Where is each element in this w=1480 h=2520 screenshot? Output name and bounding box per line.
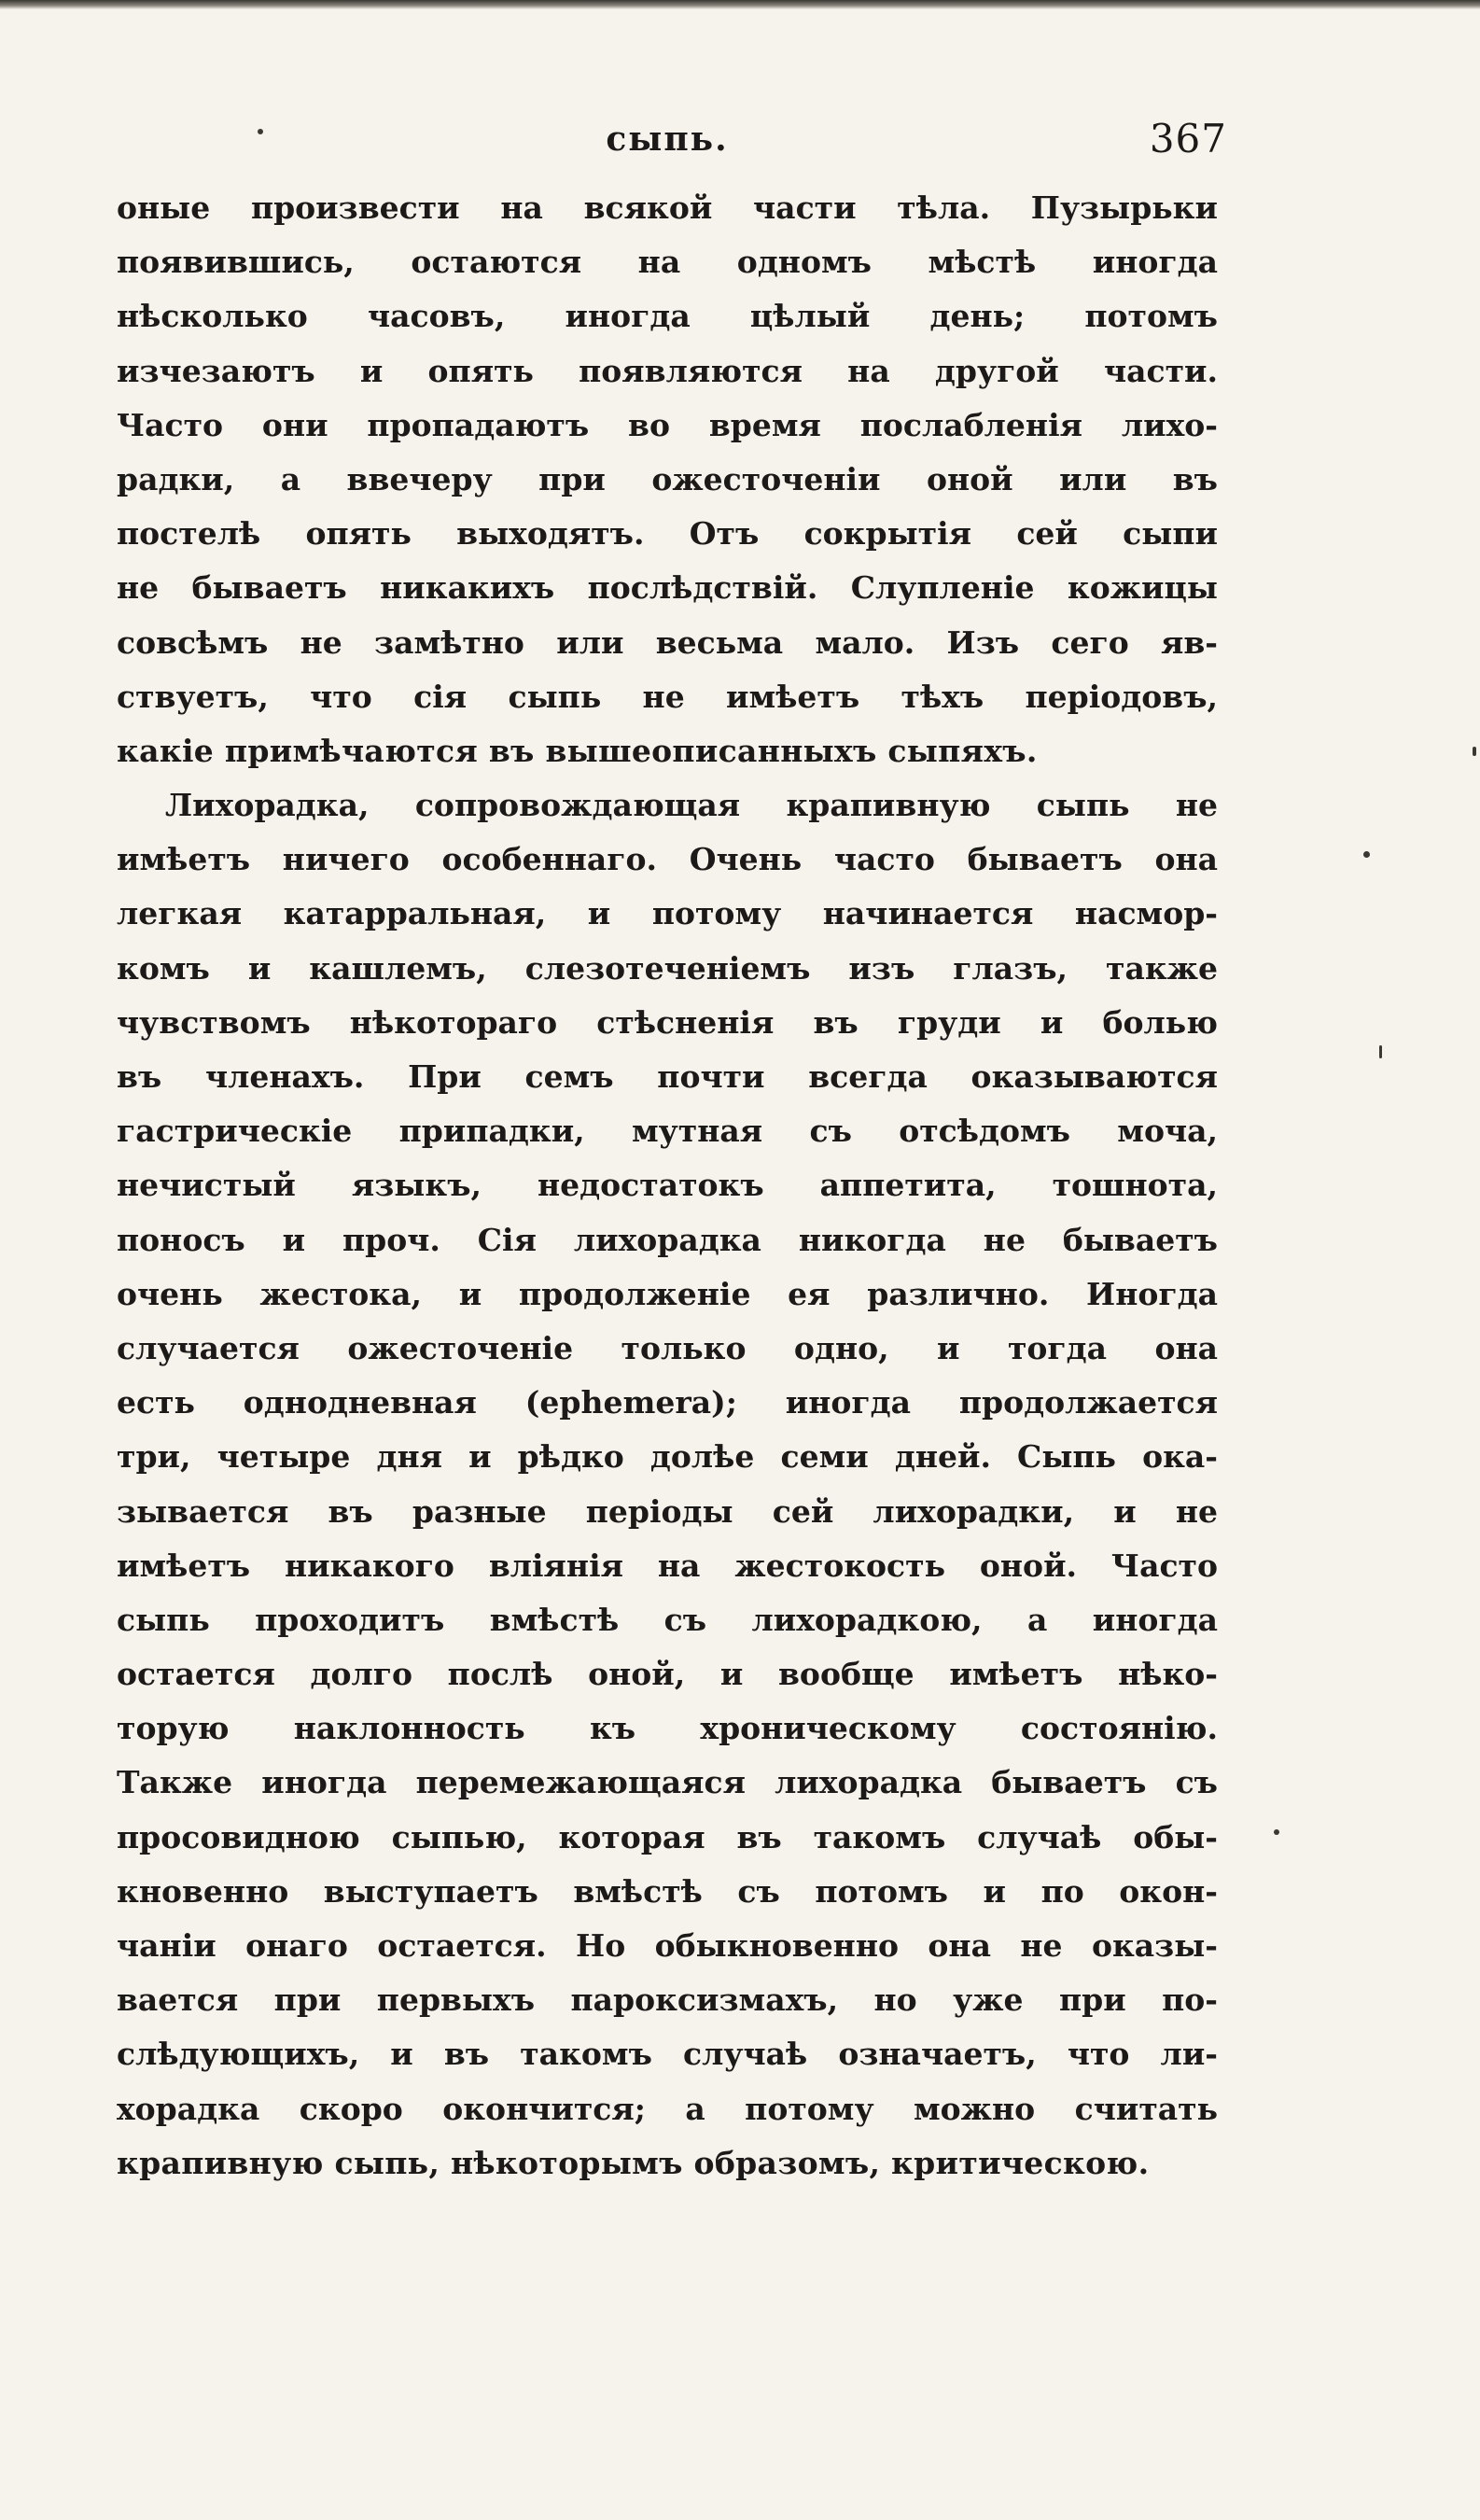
text-line: нѣсколько часовъ, иногда цѣлый день; потомъ: [117, 298, 1218, 335]
text-line: оные произвести на всякой части тѣла. Пузырьки: [117, 189, 1218, 226]
text-line: ствуетъ, что сія сыпь не имѣетъ тѣхъ періодовъ,: [117, 678, 1218, 715]
text-line: есть однодневная (ephemera); иногда продолжается: [117, 1384, 1218, 1421]
book-page: [117, 116, 1227, 2191]
ink-speck: [1473, 747, 1476, 756]
text-line: въ членахъ. При семъ почти всегда оказываются: [117, 1058, 1218, 1095]
text-line: комъ и кашлемъ, слезотеченіемъ изъ глазъ, также: [117, 949, 1218, 987]
ink-speck: [258, 129, 263, 134]
text-line: сыпь проходитъ вмѣстѣ съ лихорадкою, а иногда: [117, 1601, 1218, 1638]
text-line: появившись, остаются на одномъ мѣстѣ иногда: [117, 244, 1218, 281]
text-line: случается ожесточеніе только одно, и тогда она: [117, 1329, 1218, 1366]
page-number: 367: [1149, 116, 1227, 161]
running-head: [117, 116, 1227, 175]
text-line: поносъ и проч. Сія лихорадка никогда не бываетъ: [117, 1221, 1218, 1258]
text-line: совсѣмъ не замѣтно или весьма мало. Изъ сего яв-: [117, 623, 1218, 661]
text-line: нечистый языкъ, недостатокъ аппетита, тошнота,: [117, 1167, 1218, 1204]
text-line: зывается въ разные періоды сей лихорадки, и не: [117, 1492, 1218, 1530]
text-line: очень жестока, и продолженіе ея различно. Иногда: [117, 1275, 1218, 1312]
running-title: сыпь.: [606, 119, 729, 159]
text-line: слѣдующихъ, и въ такомъ случаѣ означаетъ, что ли-: [117, 2036, 1218, 2073]
text-line: имѣетъ никакого вліянія на жестокость оной. Часто: [117, 1547, 1218, 1584]
text-line: торую наклонность къ хроническому состоянію.: [117, 1710, 1218, 1747]
text-line: Также иногда перемежающаяся лихорадка бываетъ съ: [117, 1764, 1218, 1801]
ink-speck: [1379, 1045, 1382, 1058]
text-line: три, четыре дня и рѣдко долѣе семи дней. Сыпь ока-: [117, 1438, 1218, 1476]
text-line: легкая катарральная, и потому начинается насмор-: [117, 895, 1218, 932]
text-line: чаніи онаго остается. Но обыкновенно она не оказы-: [117, 1927, 1218, 1964]
text-line: просовидною сыпью, которая въ такомъ случаѣ обы-: [117, 1818, 1218, 1855]
ink-speck: [1274, 1829, 1279, 1835]
text-line: не бываетъ никакихъ послѣдствій. Слупленіе кожицы: [117, 569, 1218, 607]
body-text: [117, 181, 1218, 2191]
text-line: изчезаютъ и опять появляются на другой части.: [117, 352, 1218, 389]
page-top-edge: [0, 0, 1480, 9]
text-line: постелѣ опять выходятъ. Отъ сокрытія сей сыпи: [117, 515, 1218, 553]
paragraph-2: [117, 778, 1218, 2191]
text-line: Часто они пропадаютъ во время послабленія лихо-: [117, 406, 1218, 443]
ink-speck: [1363, 851, 1370, 858]
text-line: какіе примѣчаются въ вышеописанныхъ сыпяхъ.: [117, 732, 1038, 769]
text-line: чувствомъ нѣкотораго стѣсненія въ груди и болью: [117, 1003, 1218, 1041]
text-line: имѣетъ ничего особеннаго. Очень часто бываетъ она: [117, 841, 1218, 878]
text-line: радки, а ввечеру при ожесточеніи оной или въ: [117, 460, 1218, 497]
text-line: Лихорадка, сопровождающая крапивную сыпь не: [165, 787, 1218, 824]
text-line: кновенно выступаетъ вмѣстѣ съ потомъ и по окон-: [117, 1872, 1218, 1910]
text-line: гастрическіе припадки, мутная съ отсѣдомъ моча,: [117, 1113, 1218, 1150]
text-line: крапивную сыпь, нѣкоторымъ образомъ, критическою.: [117, 2144, 1150, 2181]
text-line: хорадка скоро окончится; а потому можно считать: [117, 2090, 1218, 2127]
text-line: вается при первыхъ пароксизмахъ, но уже при по-: [117, 1981, 1218, 2019]
paragraph-1: [117, 181, 1218, 778]
text-line: остается долго послѣ оной, и вообще имѣетъ нѣко-: [117, 1656, 1218, 1693]
